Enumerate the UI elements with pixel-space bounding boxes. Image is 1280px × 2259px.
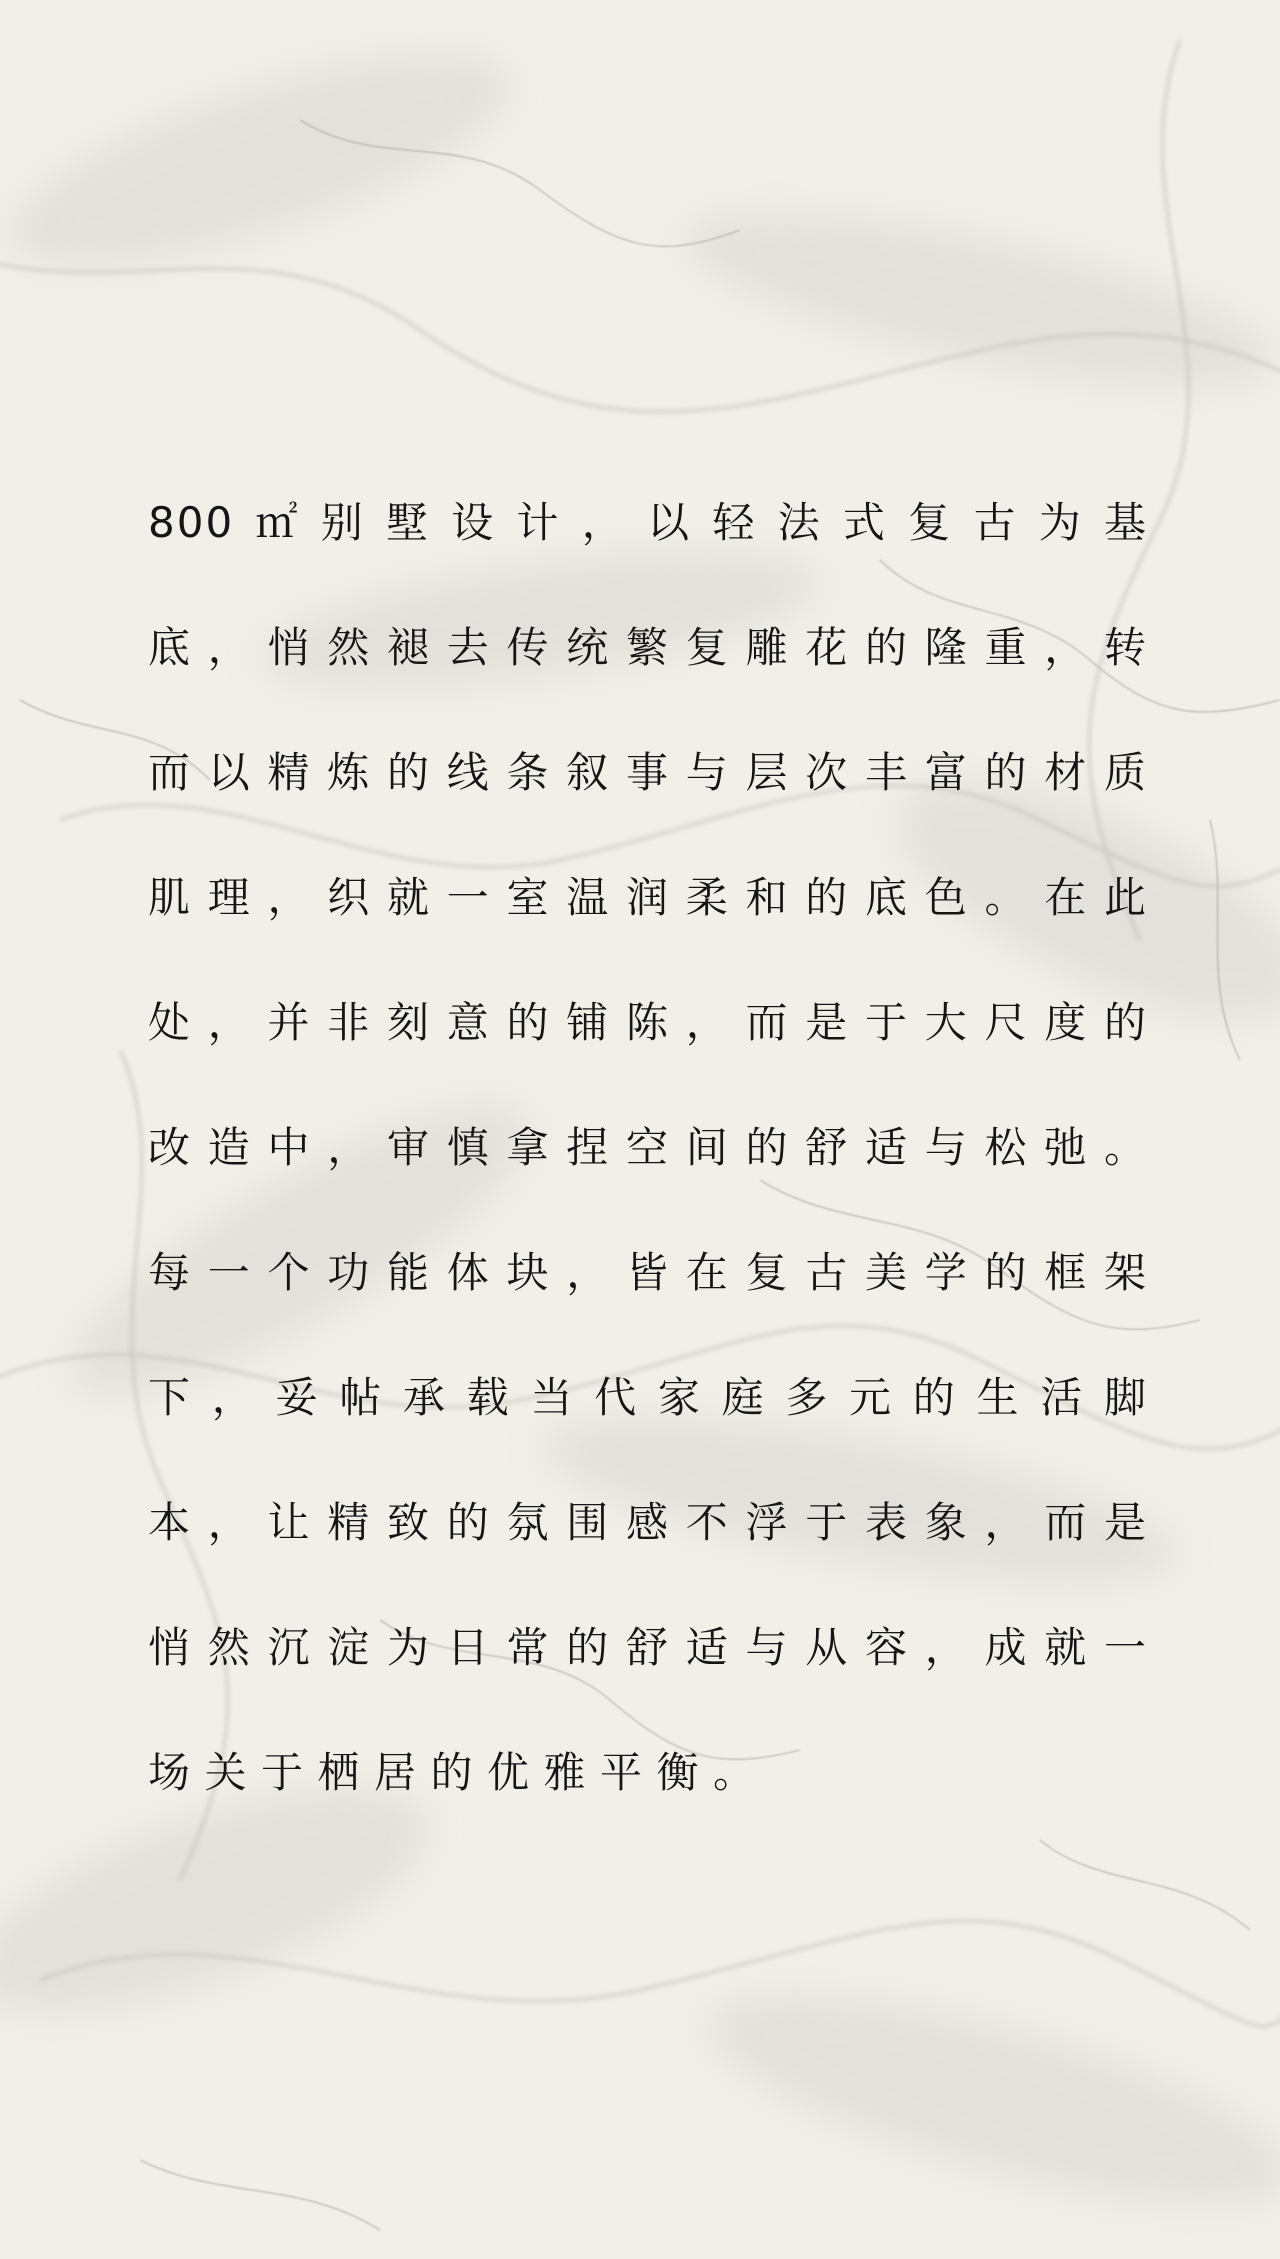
text-line-3: 而以精炼的线条叙事与层次丰富的材质 [148, 748, 1148, 797]
text-line-11: 场关于栖居的优雅平衡。 [148, 1748, 770, 1797]
article-body [148, 470, 1148, 1845]
text-line-4: 肌理，织就一室温润柔和的底色。在此 [148, 873, 1148, 922]
text-line-2: 底，悄然褪去传统繁复雕花的隆重，转 [148, 623, 1148, 672]
text-line-6: 改造中，审慎拿捏空间的舒适与松弛。 [148, 1123, 1148, 1172]
text-line-7: 每一个功能体块，皆在复古美学的框架 [148, 1248, 1148, 1297]
text-line-5: 处，并非刻意的铺陈，而是于大尺度的 [148, 998, 1148, 1047]
text-line-10: 悄然沉淀为日常的舒适与从容，成就一 [148, 1623, 1148, 1672]
text-line-1: 800㎡别墅设计，以轻法式复古为基 [148, 498, 1148, 547]
text-line-8: 下，妥帖承载当代家庭多元的生活脚 [148, 1373, 1148, 1422]
text-line-9: 本，让精致的氛围感不浮于表象，而是 [148, 1498, 1148, 1547]
